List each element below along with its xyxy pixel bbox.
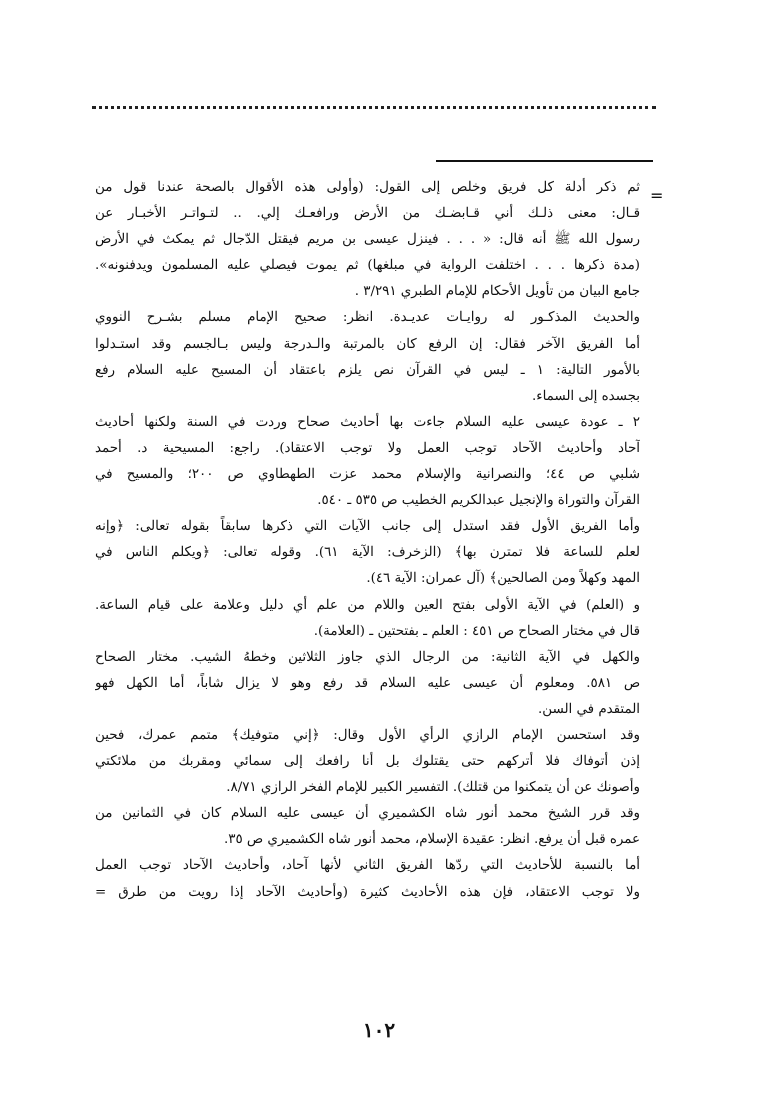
dotted-separator xyxy=(92,106,656,109)
footnote-rule xyxy=(436,160,653,162)
text-line: أما الفريق الآخر فقال: إن الرفع كان بالمرتبة والـدرجة وليس بـالجسم وقد استـدلوا xyxy=(95,336,640,352)
text-line: والكهل في الآية الثانية: من الرجال الذي جاوز الثلاثين وخطهُ الشيب. مختار الصحاح xyxy=(95,649,640,665)
text-line: المهد وكهلاً ومن الصالحين﴾ (آل عمران: الآية ٤٦). xyxy=(366,571,640,587)
text-line: رسول الله ﷺ أنه قال: « . . . فينزل عيسى بن مريم فيقتل الدّجال ثم يمكث في الأرض xyxy=(95,232,640,248)
text-line: عمره قبل أن يرفع. انظر: عقيدة الإسلام، محمد أنور شاه الكشميري ص ٣٥. xyxy=(224,832,640,848)
text-line: وأما الفريق الأول فقد استدل إلى جانب الآيات التي ذكرها سابقاً بقوله تعالى: ﴿وإنه xyxy=(95,519,640,535)
text-line: إذن أتوفاك فلا أتركهم حتى يقتلوك بل أنا رافعك إلى سمائي ومقربك من ملائكتي xyxy=(95,754,640,770)
text-line: بجسده إلى السماء. xyxy=(532,388,640,404)
text-line: قـال: معنى ذلـك أني قـابضـك من الأرض ورافعـك إلي. .. لتـواتـر الأخبـار عن xyxy=(95,206,640,222)
text-line: ص ٥٨١. ومعلوم أن عيسى عليه السلام قد رفع وهو لا يزال شاباً، أما الكهل فهو xyxy=(95,675,640,691)
text-line: جامع البيان من تأويل الأحكام للإمام الطبري ٣/٢٩١ . xyxy=(354,284,640,300)
text-line: وقد قرر الشيخ محمد أنور شاه الكشميري أن عيسى عليه السلام كان في الثمانين من xyxy=(95,806,640,822)
text-line: القرآن والتوراة والإنجيل عبدالكريم الخطيب ص ٥٣٥ ـ ٥٤٠. xyxy=(317,493,640,509)
text-line: قال في مختار الصحاح ص ٤٥١ : العلم ـ بفتحتين ـ (العلامة). xyxy=(313,623,640,639)
text-line: بالأمور التالية: ١ ـ ليس في القرآن نص يلزم باعتقاد أن المسيح عليه السلام رفع xyxy=(95,362,640,378)
text-line: لعلم للساعة فلا تمترن بها﴾ (الزخرف: الآية ٦١). وقوله تعالى: ﴿ويكلم الناس في xyxy=(95,545,640,561)
text-line: ثم ذكر أدلة كل فريق وخلص إلى القول: (وأولى هذه الأقوال بالصحة عندنا قول من xyxy=(95,180,640,195)
text-line: والحديث المذكـور له روايـات عديـدة. انظر: صحيح الإمام مسلم بشـرح النووي xyxy=(95,310,640,326)
text-line: المتقدم في السن. xyxy=(538,701,640,717)
page-number: ١٠٢ xyxy=(362,1018,396,1042)
text-line: آحاد وأحاديث الآحاد توجب العمل ولا توجب الاعتقاد). راجع: المسيحية د. أحمد xyxy=(95,440,640,456)
text-line: وقد استحسن الإمام الرازي الرأي الأول وقال: ﴿إني متوفيك﴾ متمم عمرك، فحين xyxy=(95,727,640,743)
text-line: (مدة ذكرها . . . اختلفت الرواية في مبلغها) ثم يموت فيصلي عليه المسلمون ويدفنونه». xyxy=(95,258,640,274)
text-line: ولا توجب الاعتقاد، فإن هذه الأحاديث كثيرة (وأحاديث الآحاد إذا رويت من طرق = xyxy=(95,884,640,900)
footnote-text xyxy=(95,175,640,906)
text-line: ٢ ـ عودة عيسى عليه السلام جاءت بها أحاديث صحاح وردت في السنة ولكنها أحاديث xyxy=(95,414,640,430)
text-line: أما بالنسبة للأحاديث التي ردّها الفريق الثاني لأنها آحاد، وأحاديث الآحاد توجب العمل xyxy=(95,858,640,874)
continuation-mark: = xyxy=(650,186,664,205)
text-line: شلبي ص ٤٤؛ والنصرانية والإسلام محمد عزت الطهطاوي ص ٢٠٠؛ والمسيح في xyxy=(95,467,640,483)
text-line: وأصونك عن أن يتمكنوا من قتلك). التفسير الكبير للإمام الفخر الرازي ٨/٧١. xyxy=(226,780,640,796)
text-line: و (العلم) في الآية الأولى بفتح العين واللام من علم أي دليل وعلامة على قيام الساعة. xyxy=(95,597,640,613)
